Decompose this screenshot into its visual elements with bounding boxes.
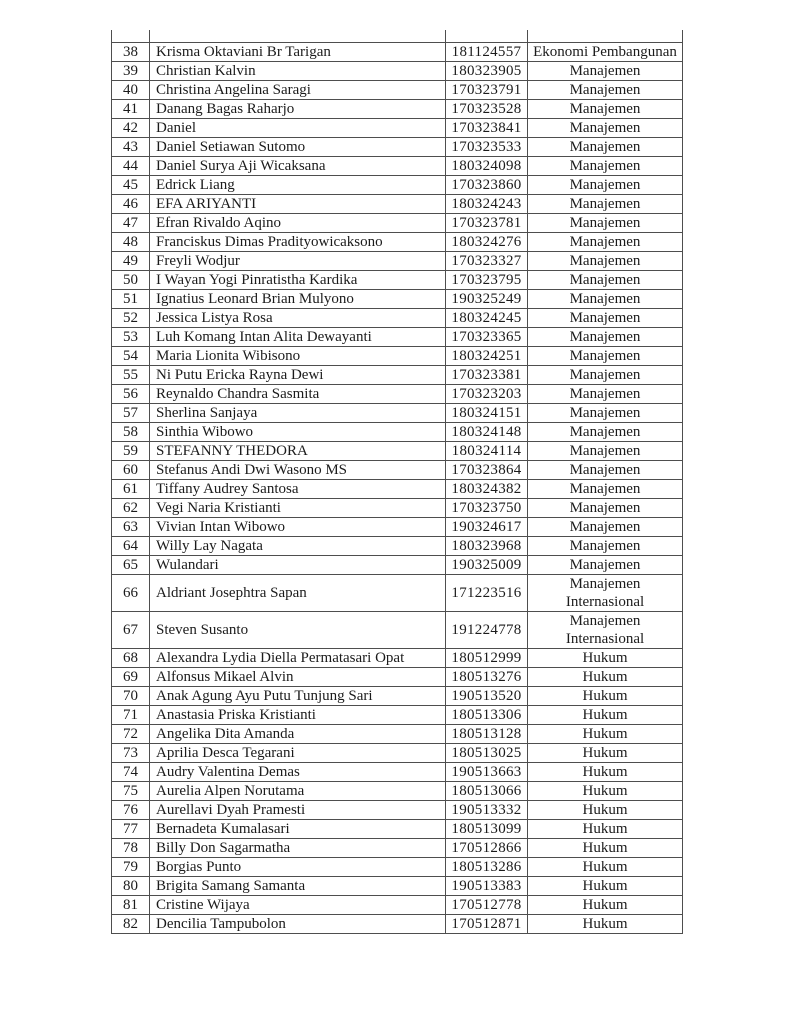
row-number-cell: 58 bbox=[112, 422, 150, 441]
student-id-cell: 190513332 bbox=[446, 800, 528, 819]
student-name-cell: Ignatius Leonard Brian Mulyono bbox=[150, 289, 446, 308]
study-program-cell: Manajemen bbox=[528, 118, 683, 137]
student-id-cell: 180324382 bbox=[446, 479, 528, 498]
student-name-cell: Reynaldo Chandra Sasmita bbox=[150, 384, 446, 403]
study-program-cell: Hukum bbox=[528, 800, 683, 819]
row-number-cell: 61 bbox=[112, 479, 150, 498]
student-name-cell: Brigita Samang Samanta bbox=[150, 876, 446, 895]
student-name-cell: Audry Valentina Demas bbox=[150, 762, 446, 781]
study-program-cell: Hukum bbox=[528, 838, 683, 857]
student-row bbox=[112, 213, 683, 232]
row-number-cell: 74 bbox=[112, 762, 150, 781]
student-row bbox=[112, 876, 683, 895]
student-id-cell: 180512999 bbox=[446, 648, 528, 667]
row-number-cell: 56 bbox=[112, 384, 150, 403]
study-program-cell: Hukum bbox=[528, 743, 683, 762]
student-name-cell: Dencilia Tampubolon bbox=[150, 914, 446, 933]
student-name-cell: Aurellavi Dyah Pramesti bbox=[150, 800, 446, 819]
student-name-cell: Daniel Surya Aji Wicaksana bbox=[150, 156, 446, 175]
study-program-cell: Manajemen bbox=[528, 137, 683, 156]
study-program-cell: Manajemen bbox=[528, 384, 683, 403]
student-row bbox=[112, 574, 683, 611]
study-program-cell: Hukum bbox=[528, 686, 683, 705]
student-name-cell: Daniel Setiawan Sutomo bbox=[150, 137, 446, 156]
student-row bbox=[112, 648, 683, 667]
student-id-cell: 180513128 bbox=[446, 724, 528, 743]
student-row bbox=[112, 743, 683, 762]
row-number-cell: 62 bbox=[112, 498, 150, 517]
row-number-cell: 44 bbox=[112, 156, 150, 175]
student-name-cell: Billy Don Sagarmatha bbox=[150, 838, 446, 857]
student-row bbox=[112, 327, 683, 346]
student-name-cell: Efran Rivaldo Aqino bbox=[150, 213, 446, 232]
student-id-cell: 170323365 bbox=[446, 327, 528, 346]
student-id-cell: 180513066 bbox=[446, 781, 528, 800]
row-number-cell: 80 bbox=[112, 876, 150, 895]
study-program-cell: Hukum bbox=[528, 914, 683, 933]
study-program-cell: Manajemen bbox=[528, 479, 683, 498]
student-row bbox=[112, 175, 683, 194]
study-program-cell: Manajemen bbox=[528, 327, 683, 346]
student-name-cell: Willy Lay Nagata bbox=[150, 536, 446, 555]
study-program-cell: Manajemen bbox=[528, 365, 683, 384]
student-row bbox=[112, 895, 683, 914]
student-row bbox=[112, 156, 683, 175]
student-name-cell: Freyli Wodjur bbox=[150, 251, 446, 270]
study-program-cell: Manajemen bbox=[528, 555, 683, 574]
student-row bbox=[112, 346, 683, 365]
student-id-cell: 190324617 bbox=[446, 517, 528, 536]
student-id-cell: 180323968 bbox=[446, 536, 528, 555]
student-id-cell: 190513520 bbox=[446, 686, 528, 705]
student-row bbox=[112, 517, 683, 536]
student-id-cell: 181124557 bbox=[446, 42, 528, 61]
study-program-cell: Hukum bbox=[528, 648, 683, 667]
student-id-cell: 170323528 bbox=[446, 99, 528, 118]
row-number-cell: 41 bbox=[112, 99, 150, 118]
student-name-cell: STEFANNY THEDORA bbox=[150, 441, 446, 460]
student-roster-table bbox=[111, 30, 683, 934]
row-number-cell: 65 bbox=[112, 555, 150, 574]
row-number-cell: 42 bbox=[112, 118, 150, 137]
student-row bbox=[112, 800, 683, 819]
student-row bbox=[112, 762, 683, 781]
student-id-cell: 180513025 bbox=[446, 743, 528, 762]
student-row bbox=[112, 99, 683, 118]
student-row bbox=[112, 857, 683, 876]
study-program-cell: Manajemen bbox=[528, 498, 683, 517]
student-id-cell: 180324114 bbox=[446, 441, 528, 460]
student-row bbox=[112, 498, 683, 517]
student-name-cell: Christian Kalvin bbox=[150, 61, 446, 80]
row-number-cell: 48 bbox=[112, 232, 150, 251]
study-program-cell: Manajemen bbox=[528, 536, 683, 555]
student-table-body bbox=[112, 42, 683, 933]
student-name-cell: Christina Angelina Saragi bbox=[150, 80, 446, 99]
row-number-cell: 72 bbox=[112, 724, 150, 743]
page-break-truncated-row bbox=[112, 30, 683, 42]
student-name-cell: Cristine Wijaya bbox=[150, 895, 446, 914]
study-program-cell: Hukum bbox=[528, 667, 683, 686]
row-number-cell: 59 bbox=[112, 441, 150, 460]
student-name-cell: Danang Bagas Raharjo bbox=[150, 99, 446, 118]
student-row bbox=[112, 308, 683, 327]
row-number-cell: 69 bbox=[112, 667, 150, 686]
student-id-cell: 180323905 bbox=[446, 61, 528, 80]
study-program-cell: Manajemen bbox=[528, 270, 683, 289]
row-number-cell: 75 bbox=[112, 781, 150, 800]
student-name-cell: Tiffany Audrey Santosa bbox=[150, 479, 446, 498]
study-program-cell: Hukum bbox=[528, 857, 683, 876]
student-id-cell: 180513276 bbox=[446, 667, 528, 686]
study-program-cell: Hukum bbox=[528, 762, 683, 781]
student-id-cell: 170323327 bbox=[446, 251, 528, 270]
student-name-cell: Angelika Dita Amanda bbox=[150, 724, 446, 743]
row-number-cell: 79 bbox=[112, 857, 150, 876]
row-number-cell: 70 bbox=[112, 686, 150, 705]
student-name-cell: Aurelia Alpen Norutama bbox=[150, 781, 446, 800]
row-number-cell: 71 bbox=[112, 705, 150, 724]
student-row bbox=[112, 441, 683, 460]
student-id-cell: 170323533 bbox=[446, 137, 528, 156]
student-row bbox=[112, 80, 683, 99]
student-name-cell: Aprilia Desca Tegarani bbox=[150, 743, 446, 762]
row-number-cell: 81 bbox=[112, 895, 150, 914]
study-program-cell: Manajemen bbox=[528, 156, 683, 175]
study-program-cell: Manajemen bbox=[528, 346, 683, 365]
row-number-cell: 39 bbox=[112, 61, 150, 80]
row-number-cell: 52 bbox=[112, 308, 150, 327]
study-program-cell: Manajemen bbox=[528, 175, 683, 194]
student-row bbox=[112, 819, 683, 838]
student-name-cell: Sinthia Wibowo bbox=[150, 422, 446, 441]
row-number-cell: 50 bbox=[112, 270, 150, 289]
student-name-cell: Anastasia Priska Kristianti bbox=[150, 705, 446, 724]
student-id-cell: 170323750 bbox=[446, 498, 528, 517]
student-name-cell bbox=[150, 30, 446, 42]
study-program-cell: Manajemen bbox=[528, 251, 683, 270]
student-id-cell: 170323860 bbox=[446, 175, 528, 194]
study-program-cell: Hukum bbox=[528, 781, 683, 800]
student-id-cell: 180324098 bbox=[446, 156, 528, 175]
student-name-cell: Bernadeta Kumalasari bbox=[150, 819, 446, 838]
student-name-cell: Anak Agung Ayu Putu Tunjung Sari bbox=[150, 686, 446, 705]
study-program-cell: Ekonomi Pembangunan bbox=[528, 42, 683, 61]
student-id-cell bbox=[446, 30, 528, 42]
row-number-cell: 82 bbox=[112, 914, 150, 933]
student-row bbox=[112, 838, 683, 857]
study-program-cell: Hukum bbox=[528, 724, 683, 743]
student-id-cell: 170323203 bbox=[446, 384, 528, 403]
study-program-cell: Manajemen bbox=[528, 403, 683, 422]
student-name-cell: Wulandari bbox=[150, 555, 446, 574]
row-number-cell bbox=[112, 30, 150, 42]
study-program-cell: Manajemen Internasional bbox=[528, 574, 683, 611]
row-number-cell: 51 bbox=[112, 289, 150, 308]
study-program-cell: Hukum bbox=[528, 819, 683, 838]
student-name-cell: Daniel bbox=[150, 118, 446, 137]
row-number-cell: 78 bbox=[112, 838, 150, 857]
truncated-row-stub bbox=[112, 30, 683, 42]
row-number-cell: 47 bbox=[112, 213, 150, 232]
student-id-cell: 180324151 bbox=[446, 403, 528, 422]
row-number-cell: 43 bbox=[112, 137, 150, 156]
study-program-cell: Manajemen bbox=[528, 422, 683, 441]
study-program-cell: Manajemen bbox=[528, 61, 683, 80]
student-row bbox=[112, 422, 683, 441]
row-number-cell: 77 bbox=[112, 819, 150, 838]
student-id-cell: 190513383 bbox=[446, 876, 528, 895]
student-id-cell: 191224778 bbox=[446, 611, 528, 648]
student-id-cell: 190513663 bbox=[446, 762, 528, 781]
student-name-cell: Jessica Listya Rosa bbox=[150, 308, 446, 327]
row-number-cell: 53 bbox=[112, 327, 150, 346]
student-row bbox=[112, 232, 683, 251]
student-id-cell: 180324243 bbox=[446, 194, 528, 213]
study-program-cell: Manajemen bbox=[528, 308, 683, 327]
study-program-cell: Manajemen bbox=[528, 213, 683, 232]
student-id-cell: 170323381 bbox=[446, 365, 528, 384]
student-id-cell: 171223516 bbox=[446, 574, 528, 611]
student-name-cell: Alfonsus Mikael Alvin bbox=[150, 667, 446, 686]
student-name-cell: Stefanus Andi Dwi Wasono MS bbox=[150, 460, 446, 479]
study-program-cell bbox=[528, 30, 683, 42]
student-name-cell: Sherlina Sanjaya bbox=[150, 403, 446, 422]
student-id-cell: 180513306 bbox=[446, 705, 528, 724]
row-number-cell: 55 bbox=[112, 365, 150, 384]
study-program-cell: Hukum bbox=[528, 876, 683, 895]
study-program-cell: Manajemen bbox=[528, 517, 683, 536]
row-number-cell: 64 bbox=[112, 536, 150, 555]
student-id-cell: 180324245 bbox=[446, 308, 528, 327]
student-row bbox=[112, 251, 683, 270]
student-name-cell: Krisma Oktaviani Br Tarigan bbox=[150, 42, 446, 61]
student-row bbox=[112, 667, 683, 686]
study-program-cell: Manajemen Internasional bbox=[528, 611, 683, 648]
student-row bbox=[112, 781, 683, 800]
student-name-cell: Steven Susanto bbox=[150, 611, 446, 648]
student-id-cell: 170512871 bbox=[446, 914, 528, 933]
student-row bbox=[112, 536, 683, 555]
row-number-cell: 68 bbox=[112, 648, 150, 667]
row-number-cell: 46 bbox=[112, 194, 150, 213]
student-id-cell: 180513099 bbox=[446, 819, 528, 838]
row-number-cell: 73 bbox=[112, 743, 150, 762]
student-id-cell: 170323841 bbox=[446, 118, 528, 137]
row-number-cell: 67 bbox=[112, 611, 150, 648]
study-program-cell: Manajemen bbox=[528, 232, 683, 251]
student-row bbox=[112, 194, 683, 213]
student-row bbox=[112, 42, 683, 61]
study-program-cell: Manajemen bbox=[528, 289, 683, 308]
study-program-cell: Manajemen bbox=[528, 441, 683, 460]
student-name-cell: Borgias Punto bbox=[150, 857, 446, 876]
student-name-cell: I Wayan Yogi Pinratistha Kardika bbox=[150, 270, 446, 289]
student-row bbox=[112, 118, 683, 137]
row-number-cell: 54 bbox=[112, 346, 150, 365]
row-number-cell: 45 bbox=[112, 175, 150, 194]
row-number-cell: 40 bbox=[112, 80, 150, 99]
student-row bbox=[112, 403, 683, 422]
student-row bbox=[112, 365, 683, 384]
student-row bbox=[112, 270, 683, 289]
student-name-cell: Edrick Liang bbox=[150, 175, 446, 194]
student-name-cell: Ni Putu Ericka Rayna Dewi bbox=[150, 365, 446, 384]
student-id-cell: 190325249 bbox=[446, 289, 528, 308]
study-program-cell: Manajemen bbox=[528, 80, 683, 99]
row-number-cell: 63 bbox=[112, 517, 150, 536]
student-id-cell: 170323781 bbox=[446, 213, 528, 232]
row-number-cell: 38 bbox=[112, 42, 150, 61]
student-row bbox=[112, 384, 683, 403]
row-number-cell: 76 bbox=[112, 800, 150, 819]
student-row bbox=[112, 724, 683, 743]
study-program-cell: Manajemen bbox=[528, 194, 683, 213]
student-id-cell: 180324148 bbox=[446, 422, 528, 441]
study-program-cell: Manajemen bbox=[528, 460, 683, 479]
student-id-cell: 170323791 bbox=[446, 80, 528, 99]
student-row bbox=[112, 686, 683, 705]
student-row bbox=[112, 705, 683, 724]
study-program-cell: Hukum bbox=[528, 895, 683, 914]
row-number-cell: 57 bbox=[112, 403, 150, 422]
student-id-cell: 180324276 bbox=[446, 232, 528, 251]
student-id-cell: 170323864 bbox=[446, 460, 528, 479]
student-name-cell: EFA ARIYANTI bbox=[150, 194, 446, 213]
student-id-cell: 180513286 bbox=[446, 857, 528, 876]
study-program-cell: Hukum bbox=[528, 705, 683, 724]
row-number-cell: 60 bbox=[112, 460, 150, 479]
study-program-cell: Manajemen bbox=[528, 99, 683, 118]
student-name-cell: Alexandra Lydia Diella Permatasari Opat bbox=[150, 648, 446, 667]
row-number-cell: 66 bbox=[112, 574, 150, 611]
student-name-cell: Maria Lionita Wibisono bbox=[150, 346, 446, 365]
student-name-cell: Vegi Naria Kristianti bbox=[150, 498, 446, 517]
student-row bbox=[112, 914, 683, 933]
student-id-cell: 190325009 bbox=[446, 555, 528, 574]
student-name-cell: Franciskus Dimas Pradityowicaksono bbox=[150, 232, 446, 251]
student-id-cell: 170323795 bbox=[446, 270, 528, 289]
student-row bbox=[112, 479, 683, 498]
student-row bbox=[112, 61, 683, 80]
student-row bbox=[112, 460, 683, 479]
student-id-cell: 170512866 bbox=[446, 838, 528, 857]
student-name-cell: Luh Komang Intan Alita Dewayanti bbox=[150, 327, 446, 346]
student-name-cell: Aldriant Josephtra Sapan bbox=[150, 574, 446, 611]
student-row bbox=[112, 289, 683, 308]
student-name-cell: Vivian Intan Wibowo bbox=[150, 517, 446, 536]
student-row bbox=[112, 611, 683, 648]
row-number-cell: 49 bbox=[112, 251, 150, 270]
student-row bbox=[112, 555, 683, 574]
student-row bbox=[112, 137, 683, 156]
student-id-cell: 170512778 bbox=[446, 895, 528, 914]
student-id-cell: 180324251 bbox=[446, 346, 528, 365]
